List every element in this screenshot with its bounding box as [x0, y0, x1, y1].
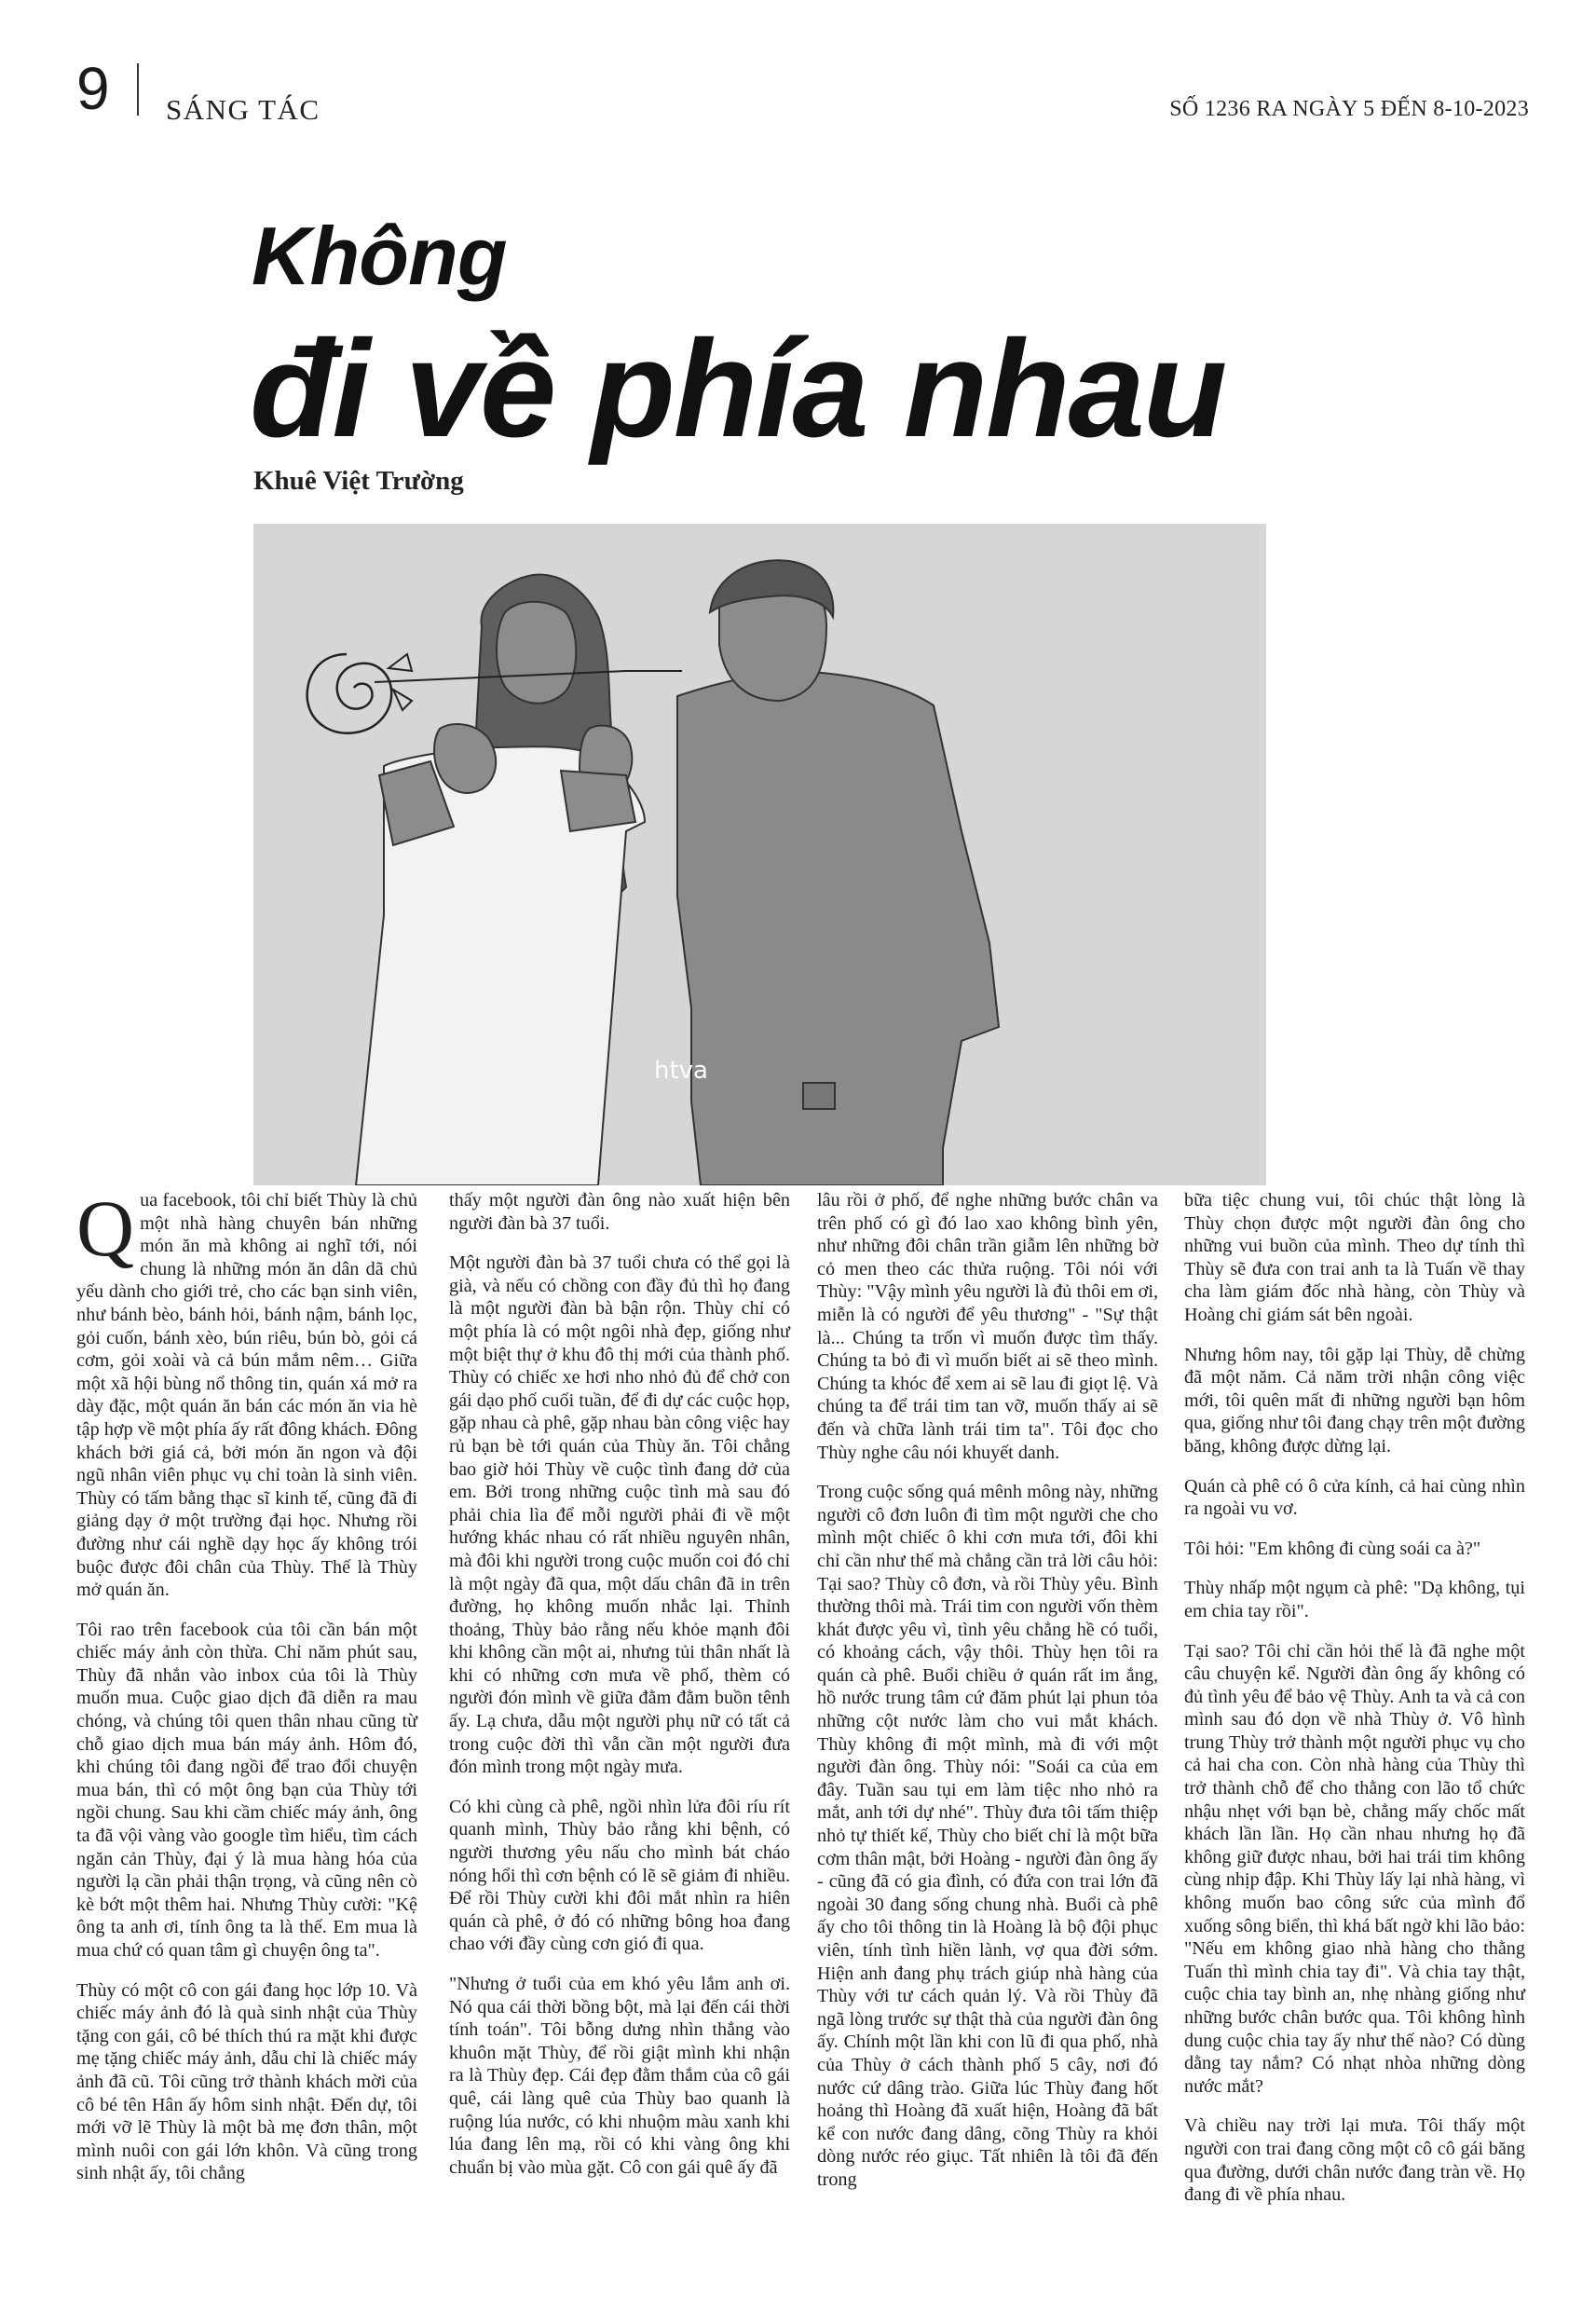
illustration-signature: htva [654, 1057, 708, 1085]
author-byline: Khuê Việt Trường [253, 466, 464, 496]
paragraph: Trong cuộc sống quá mênh mông này, những người cô đơn luôn đi tìm một người che cho mình một chiếc ô khi cơn mưa tới, đôi khi chỉ cần như thế mà chẳng cần trả lời câu hỏi: Tại sao? Thùy cô đơn, và rồi Thùy yêu. Bình thường thôi mà. Trái tim con người vốn thèm khát được yêu vì, tình yêu chẳng hề có tuổi, có khoảng cách, vậy thôi. Thùy hẹn tôi ra quán cà phê. Buổi chiều ở quán rất im ắng, hồ nước trung tâm cứ đăm phút lại phun tỏa những cột nước làm cho vui mắt khách. Thùy không đi một mình, mà đi với một người đàn ông. Thùy nói: "Soái ca của em đây. Tuần sau tụi em làm tiệc nho nhỏ ra mắt, anh tới dự nhé". Thùy đưa tôi tấm thiệp nhỏ tự thiết kế, Thùy cho biết chỉ là một bữa cơm thân mật, bởi Hoàng - người đàn ông ấy - cũng đã có gia đình, có đứa con trai lớn đã ngoài 30 đang sống chung nhà. Buổi cà phê ấy cho tôi thông tin là Hoàng là bộ đội phục viên, tính tình hiền lành, vợ qua đời sớm. Hiện anh đang phụ trách giúp nhà hàng của Thùy với tư cách quản lý. Và rồi Thùy đã ngã lòng trước sự thật thà của người đàn ông ấy. Chính một lần khi con lũ đi qua phố, nhà của Thùy ở cách thành phố 5 cây, nơi đó nước cứ dâng trào. Giữa lúc Thùy đang hốt hoảng thì Hoàng đã xuất hiện, Hoàng đã bất kể con nước đang dâng, cõng Thùy ra khỏi dòng nước réo giục. Tất nhiên là tôi đã đến trong [817, 1482, 1158, 2190]
paragraph-text: ua facebook, tôi chỉ biết Thùy là chủ một nhà hàng chuyên bán những món ăn mà không ai nghĩ tới, nói chung là những món ăn dân dã chủ yếu dành cho giới trẻ, cho các bạn sinh viên, như bánh bèo, bánh hỏi, bánh nậm, bánh lọc, gỏi cuốn, bánh xèo, bún riêu, bún bò, gỏi cá cơm, gỏi xoài và cả bún mắm nêm… Giữa một xã hội bùng nổ thông tin, quán xá mở ra dày đặc, một quán ăn bán các món ăn via hè tập hợp về một phía ấy rất đông khách. Đông khách bởi giá cả, bởi món ăn ngon và đội ngũ nhân viên phục vụ chỉ toàn là sinh viên. Thùy có tấm bằng thạc sĩ kinh tế, cũng đã đi giảng dạy ở một trường đại học. Nhưng rồi đường như cái nghề dạy học ấy không trói buộc được đôi chân của Thùy. Thế là Thùy mở quán ăn. [76, 1190, 417, 1601]
paragraph: Một người đàn bà 37 tuổi chưa có thể gọi là già, và nếu có chồng con đầy đủ thì họ đang là một người đàn bà bận rộn. Thùy chỉ có một phía là có một ngôi nhà đẹp, giống như một biệt thự ở khu đô thị mới của thành phố. Thùy có chiếc xe hơi nho nhỏ đủ để chở con gái dạo phố cuối tuần, để đi dự các cuộc họp, gặp nhau cà phê, gặp nhau bàn công việc hay rủ bạn bè tới quán của Thùy ăn. Tôi chẳng bao giờ hỏi Thùy về cuộc tình đang dở của em. Bởi trong những cuộc tình mà sau đó phải chia lìa để mỗi người phải đi về một hướng khác nhau có rất nhiều nguyên nhân, mà đôi khi người trong cuộc muốn coi đó chỉ là một ngày đã qua, một dấu chân đã in trên đường, họ không muốn nhắc lại. Thỉnh thoảng, Thùy bảo rằng nếu khỏe mạnh đôi khi không cần một ai, nhưng tủi thân nhất là khi có những cơn mưa về phố, thèm có người đón mình về giữa đằm đằm buồn tênh ấy. Lạ chưa, dẫu một người phụ nữ có tất cả trong cuộc đời thì vẫn cần một người đưa đón mình trong một ngày mưa. [449, 1252, 790, 1778]
paragraph: Nhưng hôm nay, tôi gặp lại Thùy, dễ chừng đã một năm. Cả năm trời nhận công việc mới, tôi quên mất đi những người bạn hôm qua, giống như tôi đang chạy trên một đường băng, không được dừng lại. [1184, 1344, 1525, 1457]
paragraph: Thùy nhấp một ngụm cà phê: "Dạ không, tụi em chia tay rồi". [1184, 1578, 1525, 1621]
issue-info: SỐ 1236 RA NGÀY 5 ĐẾN 8-10-2023 [1169, 97, 1529, 121]
paragraph: Có khi cùng cà phê, ngồi nhìn lửa đôi ríu rít quanh mình, Thùy bảo rằng khi bệnh, có người thương yêu nấu cho mình bát cháo nóng hổi thì cơn bệnh có lẽ sẽ giảm đi nhiều. Để rồi Thùy cười khi đôi mắt nhìn ra hiên quán cà phê, ở đó có những bông hoa đang chao với đầy cùng cơn gió đi qua. [449, 1796, 790, 1955]
header-divider [137, 63, 139, 116]
article-column-2 [449, 1189, 790, 2196]
page-number: 9 [76, 55, 110, 122]
paragraph: lâu rồi ở phố, để nghe những bước chân va trên phố có gì đó lao xao không bình yên, như những đôi chân trần giẫm lên những bờ cỏ men theo các thửa ruộng. Tôi nói với Thùy: "Vậy mình yêu người là đủ thôi em ơi, miễn là có người để yêu thương" - "Sự thật là... Chúng ta trốn vì muốn được tìm thấy. Chúng ta bỏ đi vì muốn biết ai sẽ theo mình. Chúng ta khóc để xem ai sẽ lau đi giọt lệ. Và chúng ta để trái tim tan vỡ, muốn thấy ai sẽ đến và chữa lành trái tim ta". Tôi đọc cho Thùy nghe câu nói khuyết danh. [817, 1190, 1158, 1463]
article-column-4 [1184, 1189, 1525, 2223]
title-line-1: Không [252, 210, 507, 302]
paragraph: Tôi hỏi: "Em không đi cùng soái ca à?" [1184, 1538, 1481, 1559]
paragraph [76, 1183, 417, 1602]
paragraph: Tôi rao trên facebook của tôi cần bán một chiếc máy ảnh còn thừa. Chỉ năm phút sau, Thùy đã nhắn vào inbox của tôi là Thùy muốn mua. Cuộc giao dịch đã diễn ra mau chóng, và chúng tôi quen thân nhau cũng từ chỗ giao dịch mua bán máy ảnh. Hôm đó, khi chúng tôi đang ngồi để trao đổi chuyện mua bán, thì có một ông bạn của Thùy tới ngồi chung. Sau khi cầm chiếc máy ảnh, ông ta đã vội vàng vào google tìm hiểu, tìm cách ngăn cản Thùy, đại ý là mua hàng hóa của người lạ cần phải thận trọng, và cũng nên cò kè bớt một thêm hai. Nhưng Thùy cười: "Kệ ông ta anh ơi, tính ông ta là thế. Em mua là mua chứ có quan tâm gì chuyện ông ta". [76, 1619, 417, 1961]
paragraph: bữa tiệc chung vui, tôi chúc thật lòng là Thùy chọn được một người đàn ông cho những vui buồn của mình. Theo dự tính thì Thùy sẽ đưa con trai anh ta là Tuấn về thay cha làm giám đốc nhà hàng, còn Thùy và Hoàng chỉ giám sát bên ngoài. [1184, 1190, 1525, 1325]
page-header [76, 56, 1529, 130]
article-column-1 [76, 1183, 417, 2202]
article-illustration [253, 524, 1266, 1185]
paragraph: Và chiều nay trời lại mưa. Tôi thấy một người con trai đang cõng một cô cô gái băng qua đường, dưới chân nước đang tràn về. Họ đang đi về phía nhau. [1184, 2115, 1525, 2206]
paragraph: "Nhưng ở tuổi của em khó yêu lắm anh ơi. Nó qua cái thời bồng bột, mà lại đến cái thời tính toán". Tôi bỗng dưng nhìn thẳng vào khuôn mặt Thùy, để rồi giật mình khi nhận ra là Thùy đẹp. Cái đẹp đằm thắm của cô gái quê, cái làng quê của Thùy bao quanh là ruộng lúa nước, có khi nhuộm màu xanh khi lúa đang lên mạ, rồi có khi vàng ông khi chuẩn bị vào mùa gặt. Cô con gái quê ấy đã [449, 1974, 790, 2178]
paragraph: Tại sao? Tôi chỉ cần hỏi thế là đã nghe một câu chuyện kể. Người đàn ông ấy không có đủ tình yêu để bảo vệ Thùy. Anh ta và cả con mình sau đó dọn về nhà Thùy ở. Vô hình trung Thùy trở thành một người phục vụ cho cả hai cha con. Còn nhà hàng của Thùy thì trở thành chỗ để cho thằng con lão tổ chức nhậu nhẹt với bạn bè, chẳng mấy chốc mất khách lần lần. Họ cần nhau nhưng họ đã không giữ được nhau, bởi hai trái tim không cùng nhịp đập. Khi Thùy lấy lại nhà hàng, vì không muốn bao công sức của mình đổ xuống sông biển, thì khá bất ngờ khi lão bảo: "Nếu em không giao nhà hàng cho thằng Tuấn thì mình chia tay đi". Và chia tay thật, cuộc chia tay bình an, nhẹ nhàng giống như những bước chân bước qua. Tôi không hình dung cuộc chia tay ấy như thế nào? Có dùng dằng tay nắm? Có nhạt nhòa những dòng nước mắt? [1184, 1640, 1525, 2097]
title-line-2: đi về phía nhau [250, 312, 1226, 466]
paragraph: Quán cà phê có ô cửa kính, cả hai cùng nhìn ra ngoài vu vơ. [1184, 1475, 1525, 1520]
article-column-3 [817, 1189, 1158, 2209]
section-name: SÁNG TÁC [166, 93, 321, 126]
drop-cap: Q [76, 1183, 135, 1273]
paragraph: thấy một người đàn ông nào xuất hiện bên người đàn bà 37 tuổi. [449, 1190, 790, 1234]
paragraph: Thùy có một cô con gái đang học lớp 10. Và chiếc máy ảnh đó là quà sinh nhật của Thùy tặng con gái, cô bé thích thú ra mặt khi được mẹ tặng chiếc máy ảnh, dẫu chỉ là chiếc máy ảnh đã cũ. Tôi cũng trở thành khách mời của cô bé tên Hân ấy hôm sinh nhật. Đến dự, tôi mới vỡ lẽ Thùy là một bà mẹ đơn thân, một mình nuôi con gái lớn khôn. Và cũng trong sinh nhật ấy, tôi chẳng [76, 1979, 417, 2184]
